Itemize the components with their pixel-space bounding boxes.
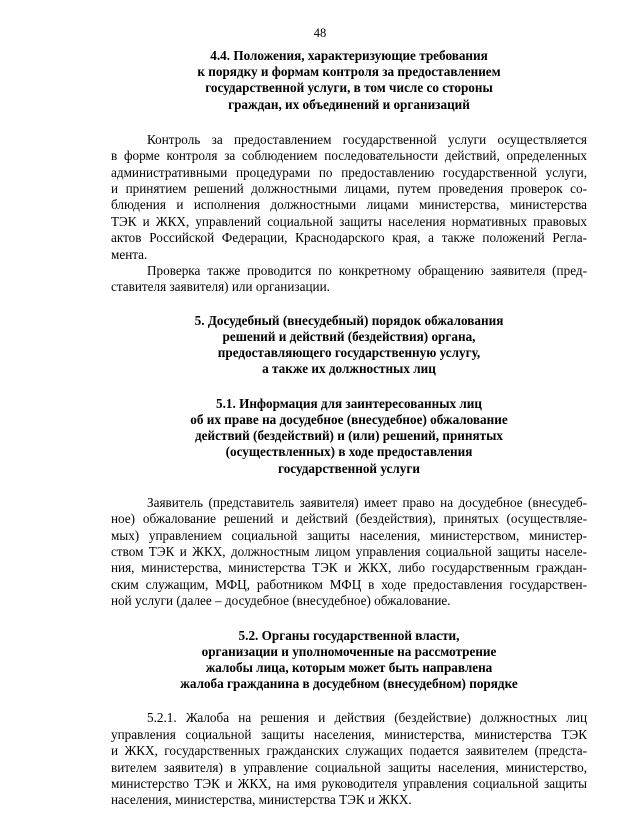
heading-line: решений и действий (бездействия) органа, [222, 329, 476, 345]
text-line: мых) управлением социальной защиты населения, министерством, министер- [111, 527, 587, 543]
text-line: в форме контроля за соблюдением последовательности действий, определенных [111, 148, 587, 164]
text-line: ским служащим, МФЦ, работником МФЦ в ходе предоставления государствен- [111, 576, 587, 592]
document-body [111, 48, 587, 809]
section-5-1-heading [111, 396, 587, 477]
text-line: населения, министерства, министерства ТЭК и ЖКХ. [111, 792, 412, 808]
section-4-4-paragraph-2 [111, 263, 587, 296]
heading-line: жалоба гражданина в досудебном (внесудебном) порядке [180, 676, 518, 692]
heading-line: 5. Досудебный (внесудебный) порядок обжалования [194, 312, 504, 328]
text-line: ставителя заявителя) или организации. [111, 279, 330, 295]
text-line: Контроль за предоставлением государственной услуги осуществляется [147, 131, 587, 147]
heading-line: организации и уполномоченные на рассмотрение [201, 643, 497, 659]
heading-line: (осуществленных) в ходе предоставления [225, 444, 473, 460]
section-4-4-paragraph-1 [111, 132, 587, 263]
text-line: Проверка также проводится по конкретному обращению заявителя (пред- [147, 263, 587, 279]
text-line: управления социальной защиты населения, министерства, министерства ТЭК [111, 726, 587, 742]
heading-line: государственной услуги, в том числе со стороны [205, 80, 493, 96]
text-line: Заявитель (представитель заявителя) имеет право на досудебное (внесудеб- [147, 494, 587, 510]
heading-line: жалобы лица, которым может быть направлена [205, 659, 493, 675]
text-line: мента. [111, 246, 148, 262]
section-4-4-heading [111, 48, 587, 113]
text-line: ное) обжалование решений и действий (бездействия), принятых (осуществляе- [111, 511, 587, 527]
heading-line: граждан, их объединений и организаций [228, 96, 470, 112]
heading-line: предоставляющего государственную услугу, [217, 345, 481, 361]
section-5-2-heading [111, 628, 587, 693]
heading-line: а также их должностных лиц [262, 361, 436, 377]
heading-line: к порядку и формам контроля за предоставлением [197, 64, 501, 80]
heading-line: государственной услуги [278, 460, 420, 476]
text-line: ТЭК и ЖКХ, управлений социальной защиты населения нормативных правовых [111, 213, 587, 229]
section-5-1-paragraph [111, 495, 587, 610]
text-line: и ЖКХ, государственных гражданских служащих подается заявителем (предста- [111, 743, 587, 759]
heading-line: действий (бездействий) и (или) решений, принятых [194, 428, 504, 444]
page-number: 48 [313, 26, 327, 40]
text-line: административными процедурами по предоставлению государственной услуги, [111, 164, 587, 180]
text-line: ством ТЭК и ЖКХ, должностным лицом управления социальной защиты населе- [111, 543, 587, 559]
section-5-2-1-paragraph [111, 710, 587, 808]
section-5-heading [111, 313, 587, 378]
heading-line: 4.4. Положения, характеризующие требования [210, 48, 488, 63]
heading-line: 5.1. Информация для заинтересованных лиц [216, 395, 482, 411]
text-line: вителем заявителя) в управление социальной защиты населения, министерство, [111, 759, 587, 775]
text-line: ния, министерства, министерства ТЭК и ЖКХ, либо государственным граждан- [111, 560, 587, 576]
text-line: ной услуги (далее – досудебное (внесудебное) обжалование. [111, 593, 451, 609]
text-line: министерство ТЭК и ЖКХ, на имя руководителя управления социальной защиты [111, 775, 587, 791]
heading-line: 5.2. Органы государственной власти, [238, 627, 460, 643]
text-line: 5.2.1. Жалоба на решения и действия (бездействие) должностных лиц [147, 710, 587, 726]
text-line: блюдения и исполнения должностными лицами министерства, министерства [111, 197, 587, 213]
heading-line: об их праве на досудебное (внесудебное) обжалование [190, 411, 508, 427]
text-line: и принятием решений должностными лицами, путем проведения проверок со- [111, 181, 587, 197]
text-line: актов Российской Федерации, Краснодарского края, а также положений Регла- [111, 230, 587, 246]
